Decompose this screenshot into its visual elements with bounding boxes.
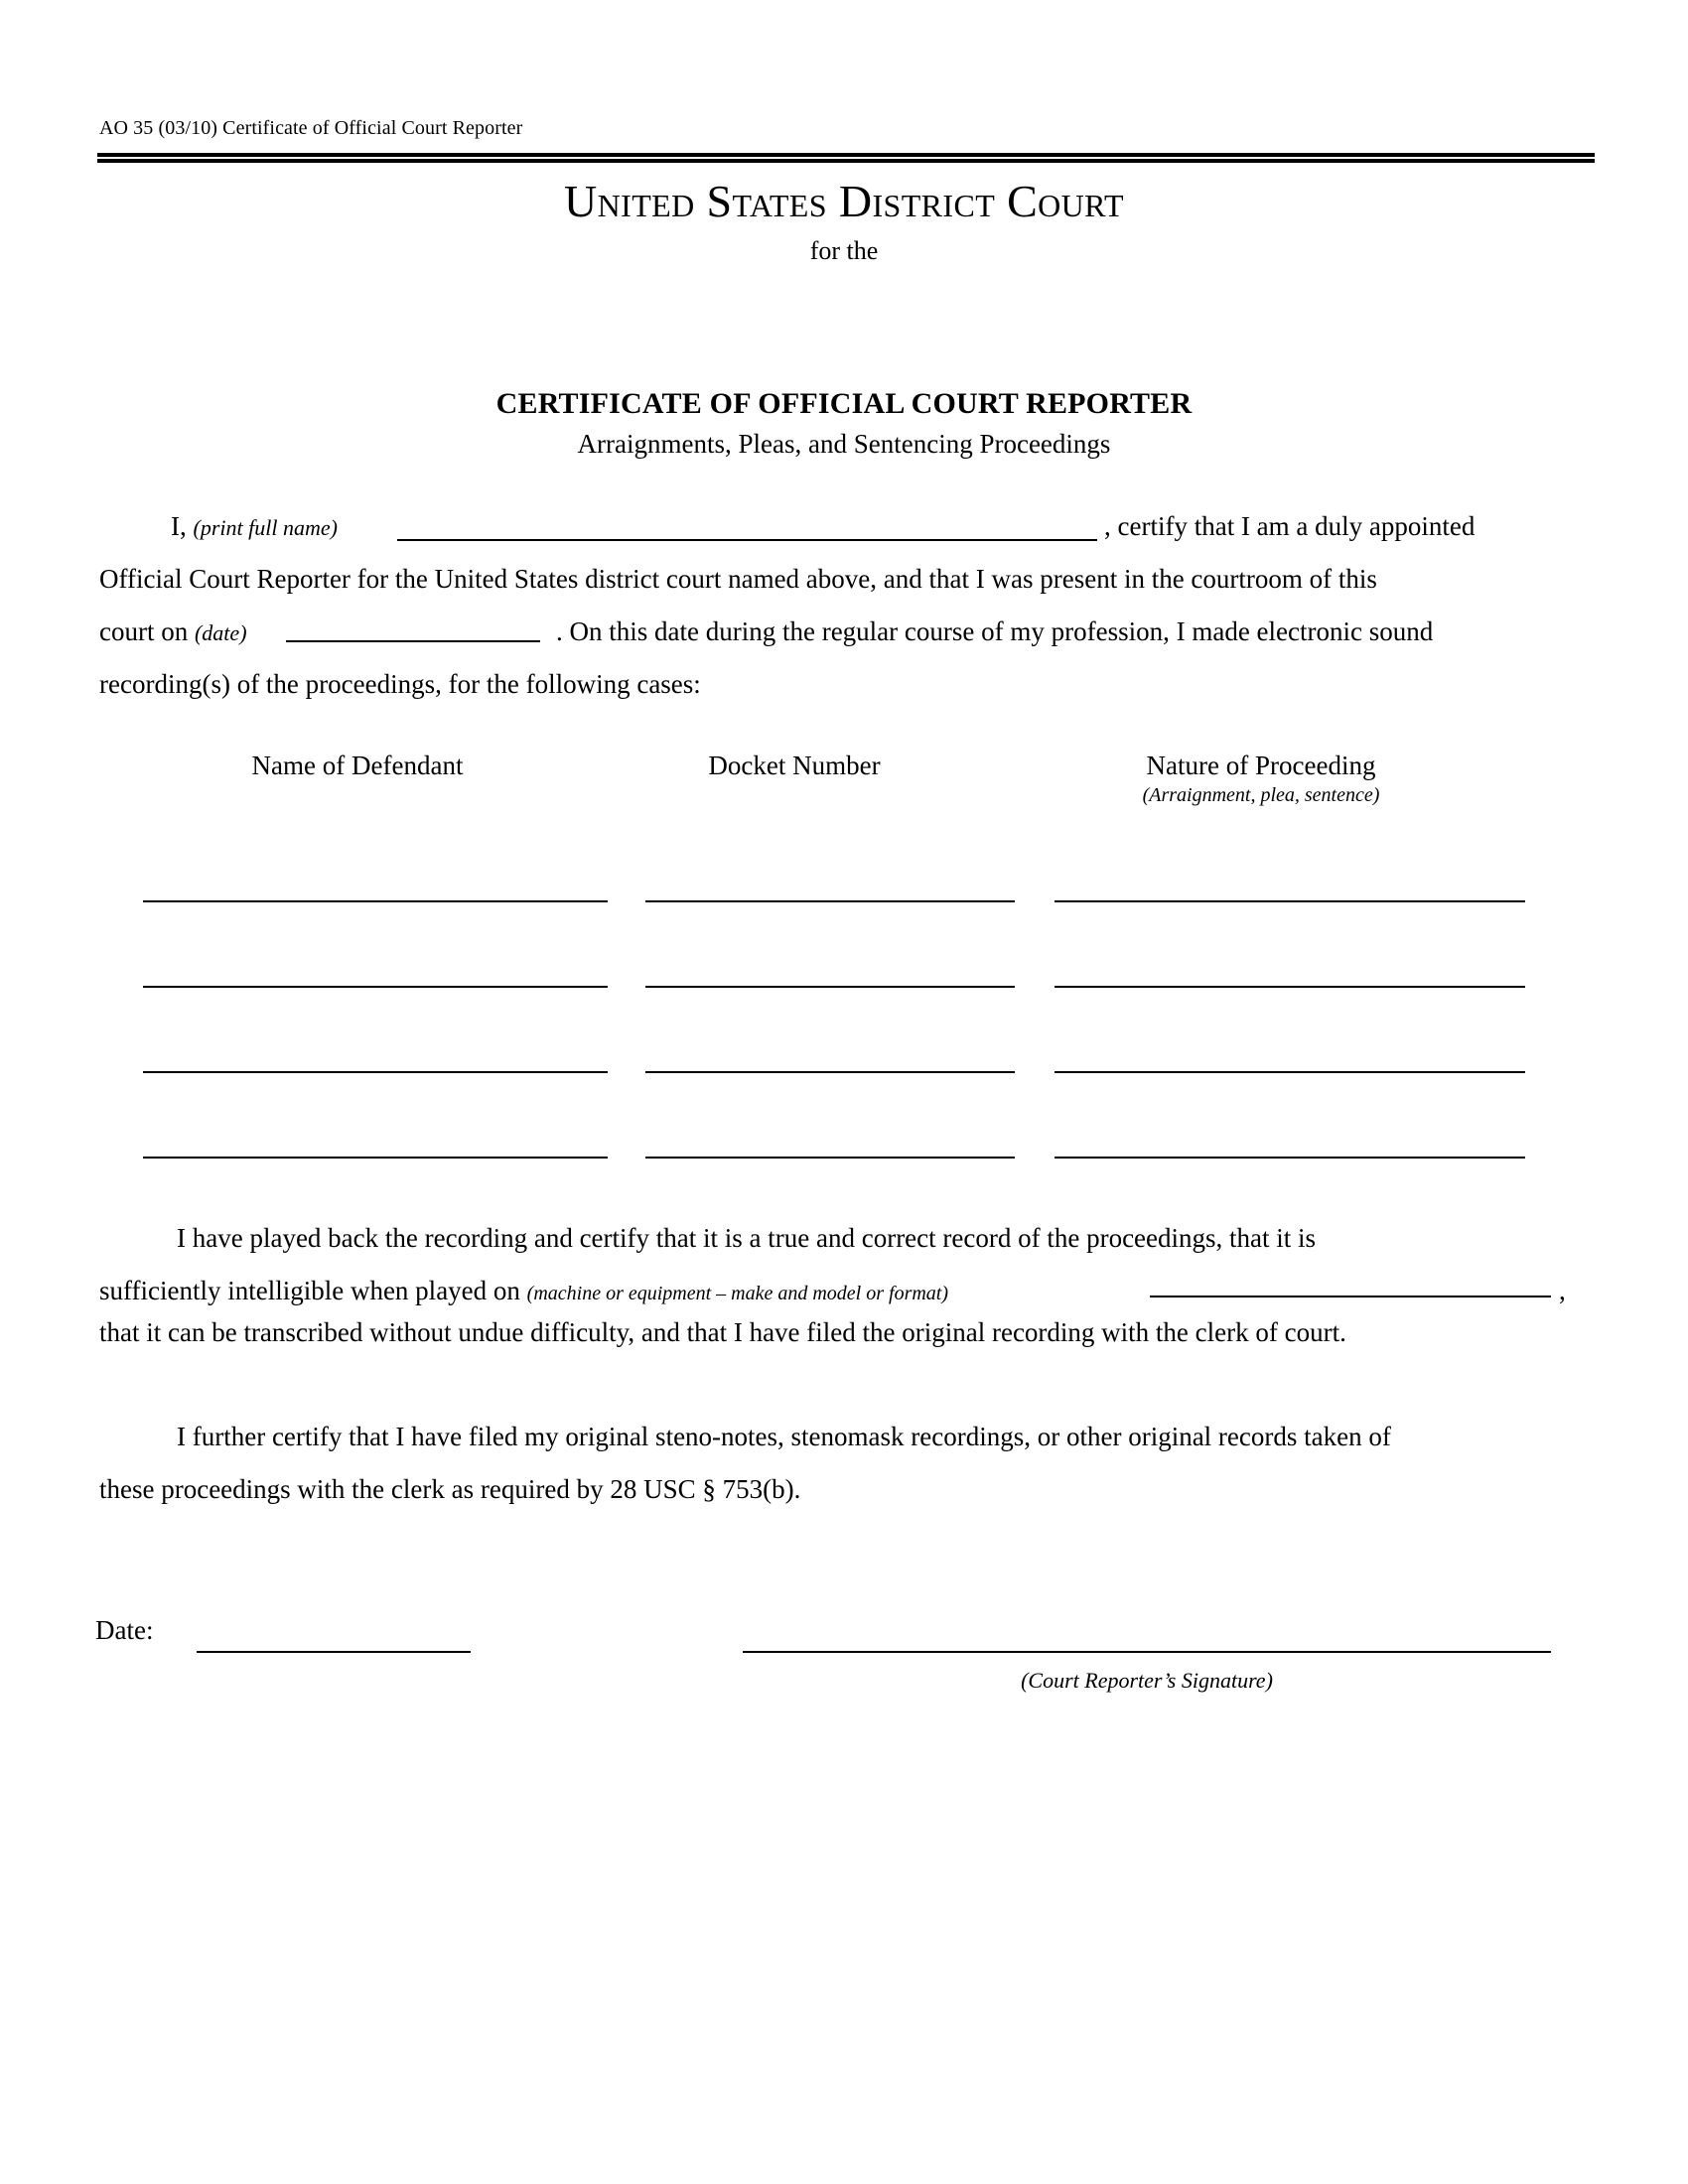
header-double-rule	[97, 153, 1595, 163]
table-row[interactable]	[1055, 900, 1525, 902]
signature-date-field[interactable]	[197, 1651, 471, 1653]
table-row[interactable]	[143, 986, 608, 988]
proceeding-date-field[interactable]	[286, 640, 540, 642]
table-row[interactable]	[143, 1071, 608, 1073]
column-subheader-nature: (Arraignment, plea, sentence)	[1142, 784, 1380, 806]
para2-line1: I have played back the recording and certify that it is a true and correct record of the proceedings, that it is	[177, 1223, 1317, 1253]
para3-line1: I further certify that I have filed my original steno-notes, stenomask recordings, or other original records taken of	[177, 1422, 1391, 1451]
para2-line2-pre	[99, 1276, 948, 1306]
para2-line3: that it can be transcribed without undue difficulty, and that I have filed the original recording with the clerk of court.	[99, 1317, 1346, 1347]
table-row[interactable]	[143, 1157, 608, 1159]
para2-line2-post: ,	[1559, 1276, 1566, 1305]
para1-line2: Official Court Reporter for the United States district court named above, and that I was present in the courtroom of this	[99, 564, 1377, 594]
played-on-label: sufficiently intelligible when played on	[99, 1276, 520, 1305]
certificate-title: CERTIFICATE OF OFFICIAL COURT REPORTER	[495, 387, 1193, 420]
table-row[interactable]	[645, 1071, 1015, 1073]
equipment-hint: (machine or equipment – make and model or format)	[526, 1283, 949, 1304]
table-row[interactable]	[645, 900, 1015, 902]
table-row[interactable]	[1055, 1071, 1525, 1073]
para1-line3-pre	[99, 616, 247, 647]
table-row[interactable]	[1055, 1157, 1525, 1159]
court-on-label: court on	[99, 616, 189, 646]
para1-line4: recording(s) of the proceedings, for the following cases:	[99, 669, 701, 699]
date-label: Date:	[95, 1615, 154, 1645]
para1-lead	[171, 511, 338, 542]
certificate-subtitle: Arraignments, Pleas, and Sentencing Proceedings	[577, 429, 1111, 459]
para1-line3-post: . On this date during the regular course of my profession, I made electronic sound	[556, 616, 1434, 646]
para3-line2: these proceedings with the clerk as required by 28 USC § 753(b).	[99, 1474, 801, 1504]
print-full-name-hint: (print full name)	[193, 515, 338, 540]
table-row[interactable]	[645, 1157, 1015, 1159]
header-rule-bottom	[97, 159, 1595, 163]
table-row[interactable]	[645, 986, 1015, 988]
column-header-defendant: Name of Defendant	[251, 751, 464, 780]
court-name-title: United States District Court	[564, 176, 1124, 226]
court-reporter-signature-field[interactable]	[743, 1651, 1551, 1653]
para1-after-name: , certify that I am a duly appointed	[1104, 511, 1476, 541]
header-rule-top	[97, 153, 1595, 157]
district-name-field[interactable]	[536, 300, 1152, 330]
column-header-docket: Docket Number	[708, 751, 881, 780]
table-row[interactable]	[143, 900, 608, 902]
para1-lead-text: I,	[171, 511, 187, 541]
equipment-field[interactable]	[1150, 1296, 1551, 1297]
date-hint: (date)	[194, 620, 247, 645]
form-identifier: AO 35 (03/10) Certificate of Official Court Reporter	[99, 117, 523, 139]
table-row[interactable]	[1055, 986, 1525, 988]
signature-caption: (Court Reporter’s Signature)	[1021, 1668, 1273, 1693]
column-header-nature: Nature of Proceeding	[1146, 751, 1376, 780]
full-name-field[interactable]	[397, 539, 1097, 541]
court-for-label: for the	[809, 236, 879, 265]
